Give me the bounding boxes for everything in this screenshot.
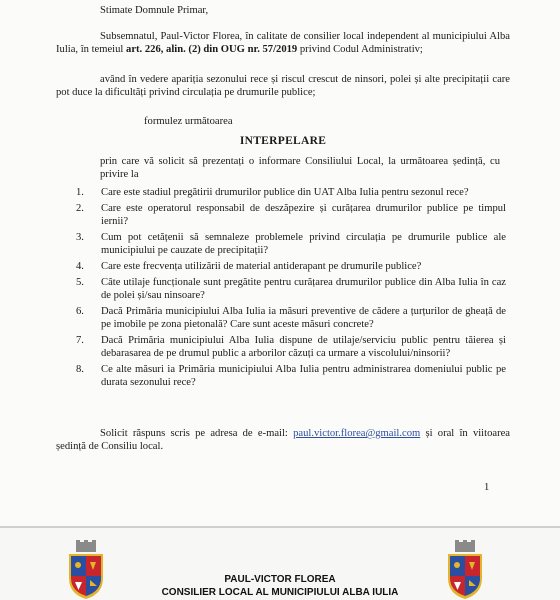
question-text: Care este frecvența utilizării de material antiderapant pe drumurile publice? — [101, 261, 422, 272]
closing-paragraph — [56, 427, 510, 453]
question-text: Care este stadiul pregătirii drumurilor publice din UAT Alba Iulia pentru sezonul rece? — [101, 187, 469, 198]
question-number: 4. — [76, 261, 84, 272]
page-number: 1 — [484, 482, 490, 493]
footer-person-name: PAUL-VICTOR FLOREA — [224, 574, 336, 585]
question-text: Câte utilaje funcționale sunt pregătite pentru curățarea drumurilor publice din Alba Iulia în caz de polei și/sau ninsoare? — [101, 277, 506, 301]
intro-text-end: privind Codul Administrativ; — [297, 44, 423, 55]
question-number: 3. — [76, 232, 84, 243]
salutation: Stimate Domnule Primar, — [100, 5, 209, 16]
question-number: 1. — [76, 187, 84, 198]
intro-paragraph — [56, 30, 510, 56]
legal-reference: art. 226, alin. (2) din OUG nr. 57/2019 — [126, 44, 298, 55]
question-number: 8. — [76, 364, 84, 375]
closing-text: Solicit răspuns scris pe adresa de e-mail: — [100, 428, 294, 439]
context-paragraph: având în vedere apariția sezonului rece și riscul crescut de ninsori, polei și alte precipitații care pot duce la dificultăți privind circulația pe drumurile publice; — [56, 74, 510, 98]
request-paragraph: prin care vă solicit să prezentați o informare Consiliului Local, la următoarea ședință, cu privire la — [100, 156, 500, 180]
question-item — [76, 231, 506, 257]
question-number: 6. — [76, 306, 84, 317]
footer-person-title: CONSILIER LOCAL AL MUNICIPIULUI ALBA IULIA — [161, 587, 399, 598]
question-text: Care este operatorul responsabil de deszăpezire și curățarea drumurilor publice pe timpul iernii? — [101, 203, 506, 227]
intro-text: Subsemnatul, Paul-Victor Florea, în calitate de consilier local independent al municipiului Alba Iulia, în temeiul — [56, 31, 510, 55]
question-item — [76, 202, 506, 228]
question-text: Ce alte măsuri ia Primăria municipiului Alba Iulia pentru administrarea domeniului public pe durata sezonului rece? — [101, 364, 506, 388]
question-item — [76, 363, 506, 389]
closing-text-end: și oral în viitoarea ședință de Consiliu local. — [56, 428, 510, 452]
question-text: Cum pot cetățenii să semnaleze problemele privind circulația pe drumurile publice ale municipiului pe cauzate de precipitații? — [101, 232, 506, 256]
question-text: Dacă Primăria municipiului Alba Iulia dispune de utilaje/serviciu public pentru tăierea și debarasarea de pe drumul public a arborilor căzuți ca urmare a viscolului/ninsorii? — [101, 335, 506, 359]
questions-list — [76, 186, 506, 392]
question-item — [76, 334, 506, 360]
question-number: 7. — [76, 335, 84, 346]
formulate-line: formulez următoarea — [144, 116, 233, 127]
question-item — [76, 305, 506, 331]
question-item — [76, 186, 506, 199]
question-text: Dacă Primăria municipiului Alba Iulia ia măsuri preventive de cădere a țurțurilor de gheață de pe imobile pe zona pietonală? Care sunt aceste măsuri concrete? — [101, 306, 506, 330]
question-number: 5. — [76, 277, 84, 288]
document-heading: INTERPELARE — [239, 135, 327, 147]
question-item — [76, 260, 506, 273]
footer-signature — [0, 573, 560, 599]
email-link[interactable]: paul.victor.florea@gmail.com — [293, 428, 421, 439]
question-number: 2. — [76, 203, 84, 214]
question-item — [76, 276, 506, 302]
